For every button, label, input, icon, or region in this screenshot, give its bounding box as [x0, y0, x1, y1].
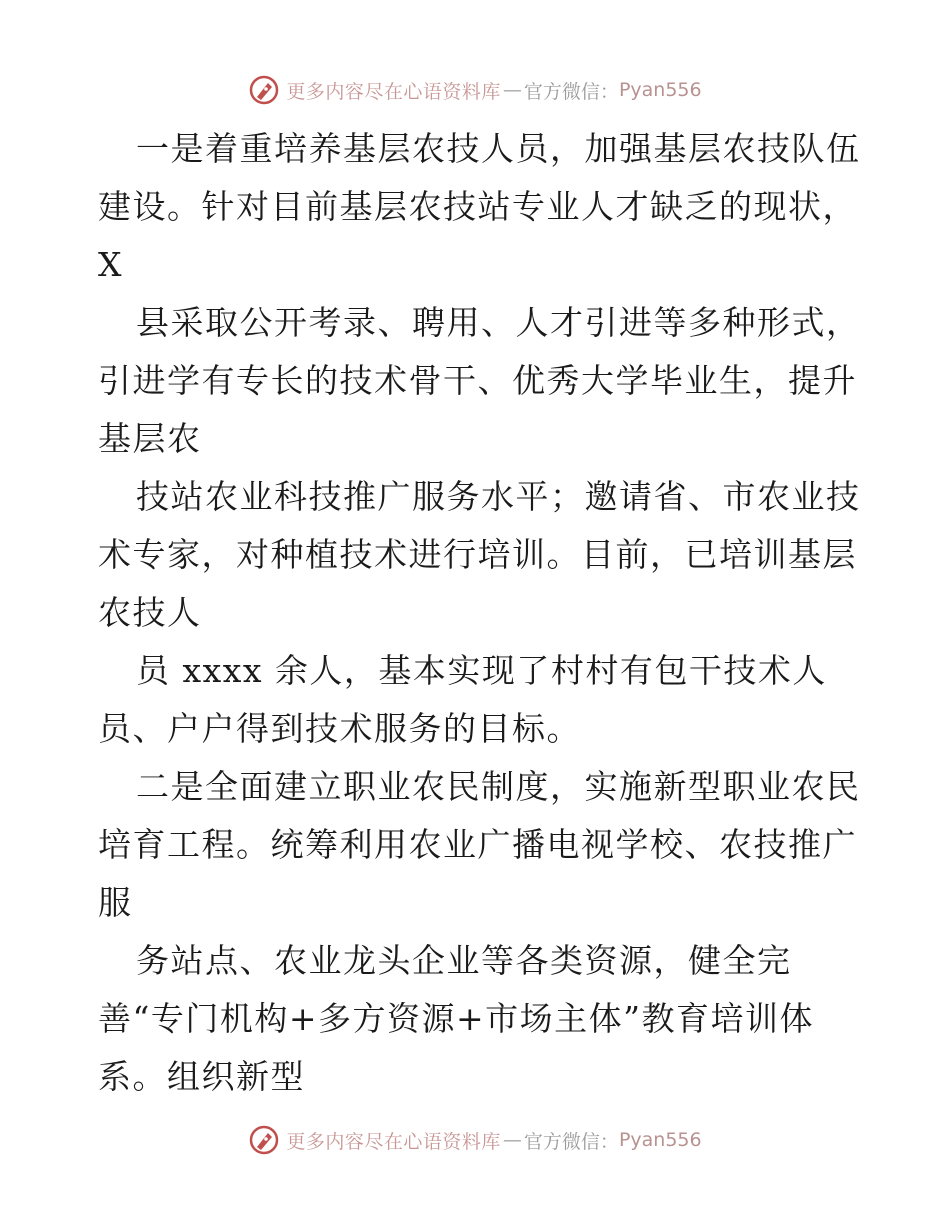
body-line: 善“专门机构+多方资源+市场主体”教育培训体 — [98, 999, 815, 1038]
pen-nib-logo-icon — [248, 74, 280, 106]
body-line: 培育工程。统筹利用农业广播电视学校、农技推广 — [98, 825, 857, 864]
body-line: 员、户户得到技术服务的目标。 — [98, 709, 581, 748]
body-line: 术专家，对种植技术进行培训。目前，已培训基层 — [98, 535, 857, 574]
body-line: 务站点、农业龙头企业等各类资源，健全完 — [136, 941, 792, 980]
site-name-text: 更多内容尽在心语资料库 — [286, 80, 501, 103]
footer-watermark-banner — [0, 1120, 950, 1160]
wechat-id: Pyan556 — [618, 79, 702, 101]
document-body — [98, 120, 861, 1106]
body-line: 服 — [98, 883, 133, 922]
body-line: 引进学有专长的技术骨干、优秀大学毕业生，提升 — [98, 361, 857, 400]
body-line: 建设。针对目前基层农技站专业人才缺乏的现状， — [98, 187, 857, 226]
body-line: 基层农 — [98, 419, 202, 458]
body-line: 员 xxxx 余人，基本实现了村村有包干技术人 — [136, 651, 827, 690]
body-line: 系。组织新型 — [98, 1057, 305, 1096]
separator-dash: — — [502, 79, 522, 101]
body-line: 县采取公开考录、聘用、人才引进等多种形式， — [136, 303, 861, 342]
wechat-label: 官方微信： — [523, 80, 619, 103]
body-line: 技站农业科技推广服务水平；邀请省、市农业技 — [136, 477, 861, 516]
body-line: X — [98, 245, 123, 284]
wechat-id: Pyan556 — [618, 1129, 702, 1151]
wechat-label: 官方微信： — [523, 1130, 619, 1153]
body-line: 一是着重培养基层农技人员，加强基层农技队伍 — [136, 129, 861, 168]
site-name-text: 更多内容尽在心语资料库 — [286, 1130, 501, 1153]
body-line: 农技人 — [98, 593, 202, 632]
pen-nib-logo-icon — [248, 1124, 280, 1156]
header-watermark-banner — [0, 70, 950, 110]
body-line: 二是全面建立职业农民制度，实施新型职业农民 — [136, 767, 861, 806]
separator-dash: — — [502, 1129, 522, 1151]
